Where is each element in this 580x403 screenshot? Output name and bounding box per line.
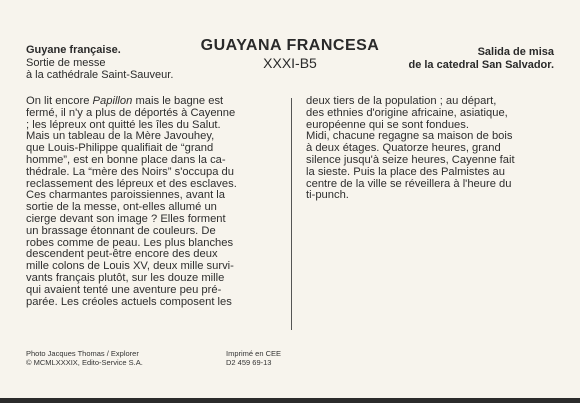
text-line: qui avaient tenté une aventure peu pré- [26,283,222,296]
text-fragment: On lit encore [26,95,93,107]
text-line: Midi, chacune regagne sa maison de bois [306,130,513,143]
text-line: ; les lépreux ont quitté les îles du Salut. [26,118,221,131]
print-info-block [226,349,281,367]
spanish-caption [408,46,554,71]
text-line: reclassement des lépreux et des esclaves. [26,177,237,190]
text-line: silence jusqu'à seize heures, Cayenne fait [306,153,515,166]
text-line: européenne qui se sont fondues. [306,118,469,131]
text-line: Ces charmantes paroissiennes, avant la [26,189,225,202]
text-line: sortie de la messe, ont-elles allumé un [26,201,217,214]
text-line: descendent peut-être encore des deux [26,248,218,261]
bottom-edge-shadow [0,398,580,403]
french-caption-line: Sortie de messe [26,56,106,69]
printed-in: Imprimé en CEE [226,349,282,358]
photo-credit-block [26,349,143,367]
text-line: centre de la ville se réveillera à l'heure du [306,177,512,190]
text-line: à deux étages. Quatorze heures, grand [306,142,501,155]
book-title: Papillon [92,95,133,107]
text-fragment: mais le bagne est [132,95,224,107]
text-line: fermé, il n'y a plus de déportés à Cayenne [26,106,236,119]
text-column-left [26,96,275,308]
text-line: thédrale. La “mère des Noirs” s'occupa du [26,165,234,178]
spanish-caption-line: de la catedral San Salvador. [408,58,554,71]
column-divider [291,98,292,330]
text-line: cierge devant son image ? Elles forment [26,212,226,225]
spanish-caption-line: Salida de misa [477,46,554,58]
text-line: que Louis-Philippe qualifiait de “grand [26,142,214,155]
reference-code: D2 459 69-13 [226,358,272,367]
text-line: ti-punch. [306,189,349,202]
photo-credit: Photo Jacques Thomas / Explorer [26,349,139,358]
title-block [150,37,430,72]
french-title: Guyane française. [26,44,121,56]
card-code: XXXI-B5 [263,55,317,71]
french-caption-line: à la cathédrale Saint-Sauveur. [26,69,174,81]
text-line: des ethnies d'origine africaine, asiatique, [306,106,508,119]
text-line: parée. Les créoles actuels composent les [26,295,232,308]
text-line: robes comme de peau. Les plus blanches [26,236,234,249]
text-line: un brassage étonnant de couleurs. De [26,224,216,237]
text-column-right [306,96,556,202]
text-line: deux tiers de la population ; au départ, [306,95,497,107]
text-line: homme”, est en bonne place dans la ca- [26,153,226,166]
text-line: mille colons de Louis XV, deux mille survi- [26,260,234,273]
text-line: Mais un tableau de la Mère Javouhey, [26,130,215,143]
main-title: GUAYANA FRANCESA [200,37,380,54]
text-line: la sieste. Puis la place des Palmistes au [306,165,505,178]
copyright-notice: © MCMLXXXIX, Edito-Service S.A. [26,358,143,367]
text-line: vants français plutôt, sur les douze mille [26,271,225,284]
